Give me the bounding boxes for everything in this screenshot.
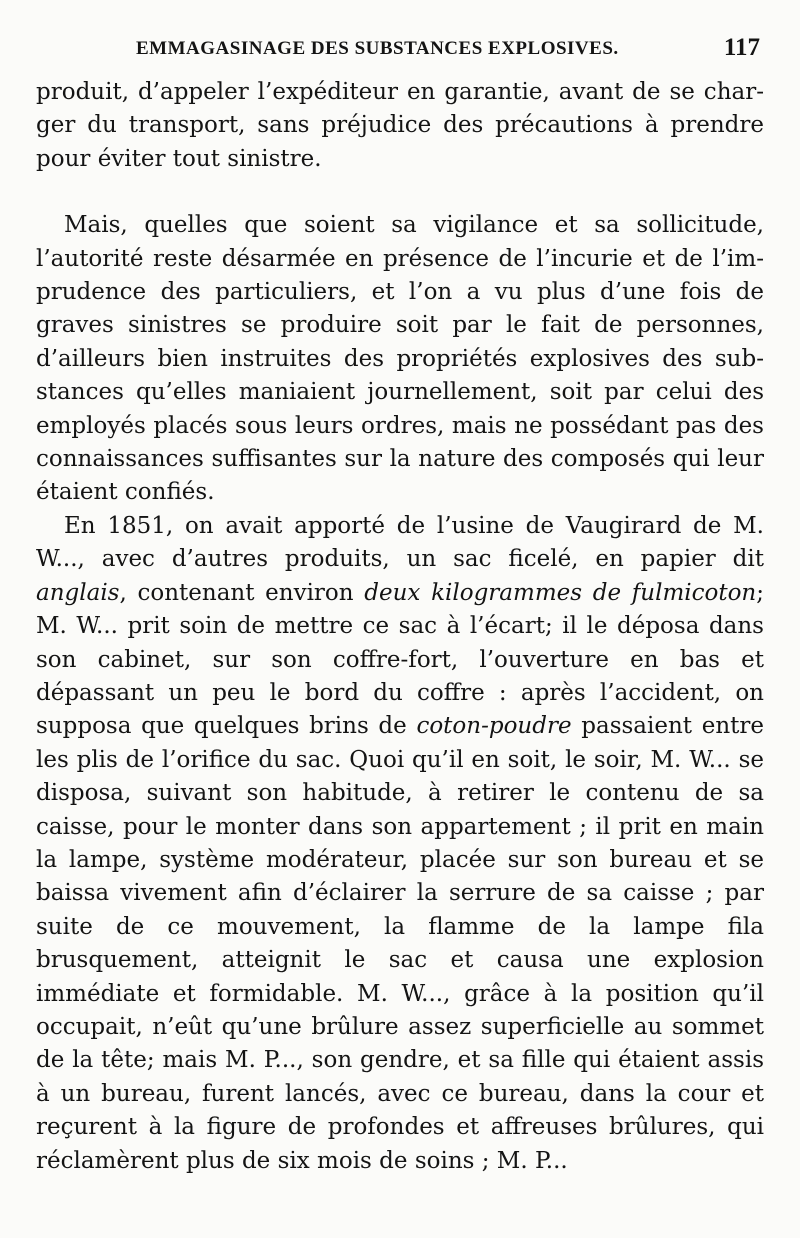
- page-header: [36, 36, 764, 76]
- paragraph-continuation: produit, d’appeler l’expéditeur en garantie, avant de se charger du transport, sans préjudice des précautions à prendre pour éviter tout sinistre.: [36, 79, 764, 172]
- text-segment: passaient entre les plis de l’orifice du sac. Quoi qu’il en soit, le soir, M. W... se disposa, suivant son habitude, à retirer le contenu de sa caisse, pour le monter dans son appartement ; il prit en main la lampe, système modérateur, placée sur son bureau et se baissa vivement afin d’éclairer la serrure de sa caisse ; par suite de ce mouvement, la flamme de la lampe fila brusquement, atteignit le sac et causa une explosion immédiate et formidable. M. W..., grâce à la position qu’il occupait, n’eût qu’une brûlure assez superficielle au sommet de la tête; mais M. P..., son gendre, et sa fille qui étaient assis à un bureau, furent lancés, avec ce bureau, dans la cour et reçurent à la figure de profondes et affreuses brûlures, qui réclamèrent plus de six mois de soins ; M. P...: [36, 713, 764, 1174]
- page-number: 117: [723, 34, 760, 61]
- italic-term: anglais: [36, 579, 120, 606]
- body-text: [36, 76, 764, 1178]
- paragraph-accident-1851: [36, 510, 764, 1178]
- italic-term: coton-poudre: [416, 713, 572, 740]
- paragraph-authority: Mais, quelles que soient sa vigilance et sa sollicitude, l’autorité reste désarmée en présence de l’incurie et de l’imprudence des particuliers, et l’on a vu plus d’une fois de graves sinistres se produire soit par le fait de personnes, d’ailleurs bien instruites des propriétés explosives des substances qu’elles maniaient journellement, soit par celui des employés placés sous leurs ordres, mais ne possédant pas des connaissances suffisantes sur la nature des composés qui leur étaient confiés.: [36, 212, 764, 506]
- text-segment: En 1851, on avait apporté de l’usine de Vaugirard de M. W..., avec d’autres produits, un sac ficelé, en papier dit: [36, 512, 764, 573]
- text-segment: , contenant environ: [119, 579, 365, 606]
- book-page: [36, 36, 764, 1178]
- italic-term: deux kilogrammes de fulmicoton: [364, 579, 757, 606]
- text-segment: ; M. W... prit soin de mettre ce sac à l’écart; il le déposa dans son cabinet, sur son coffre-fort, l’ouverture en bas et dépassant un peu le bord du coffre : après l’accident, on supposa que quelques brins de: [36, 579, 764, 740]
- running-title: EMMAGASINAGE DES SUBSTANCES EXPLOSIVES.: [136, 38, 619, 59]
